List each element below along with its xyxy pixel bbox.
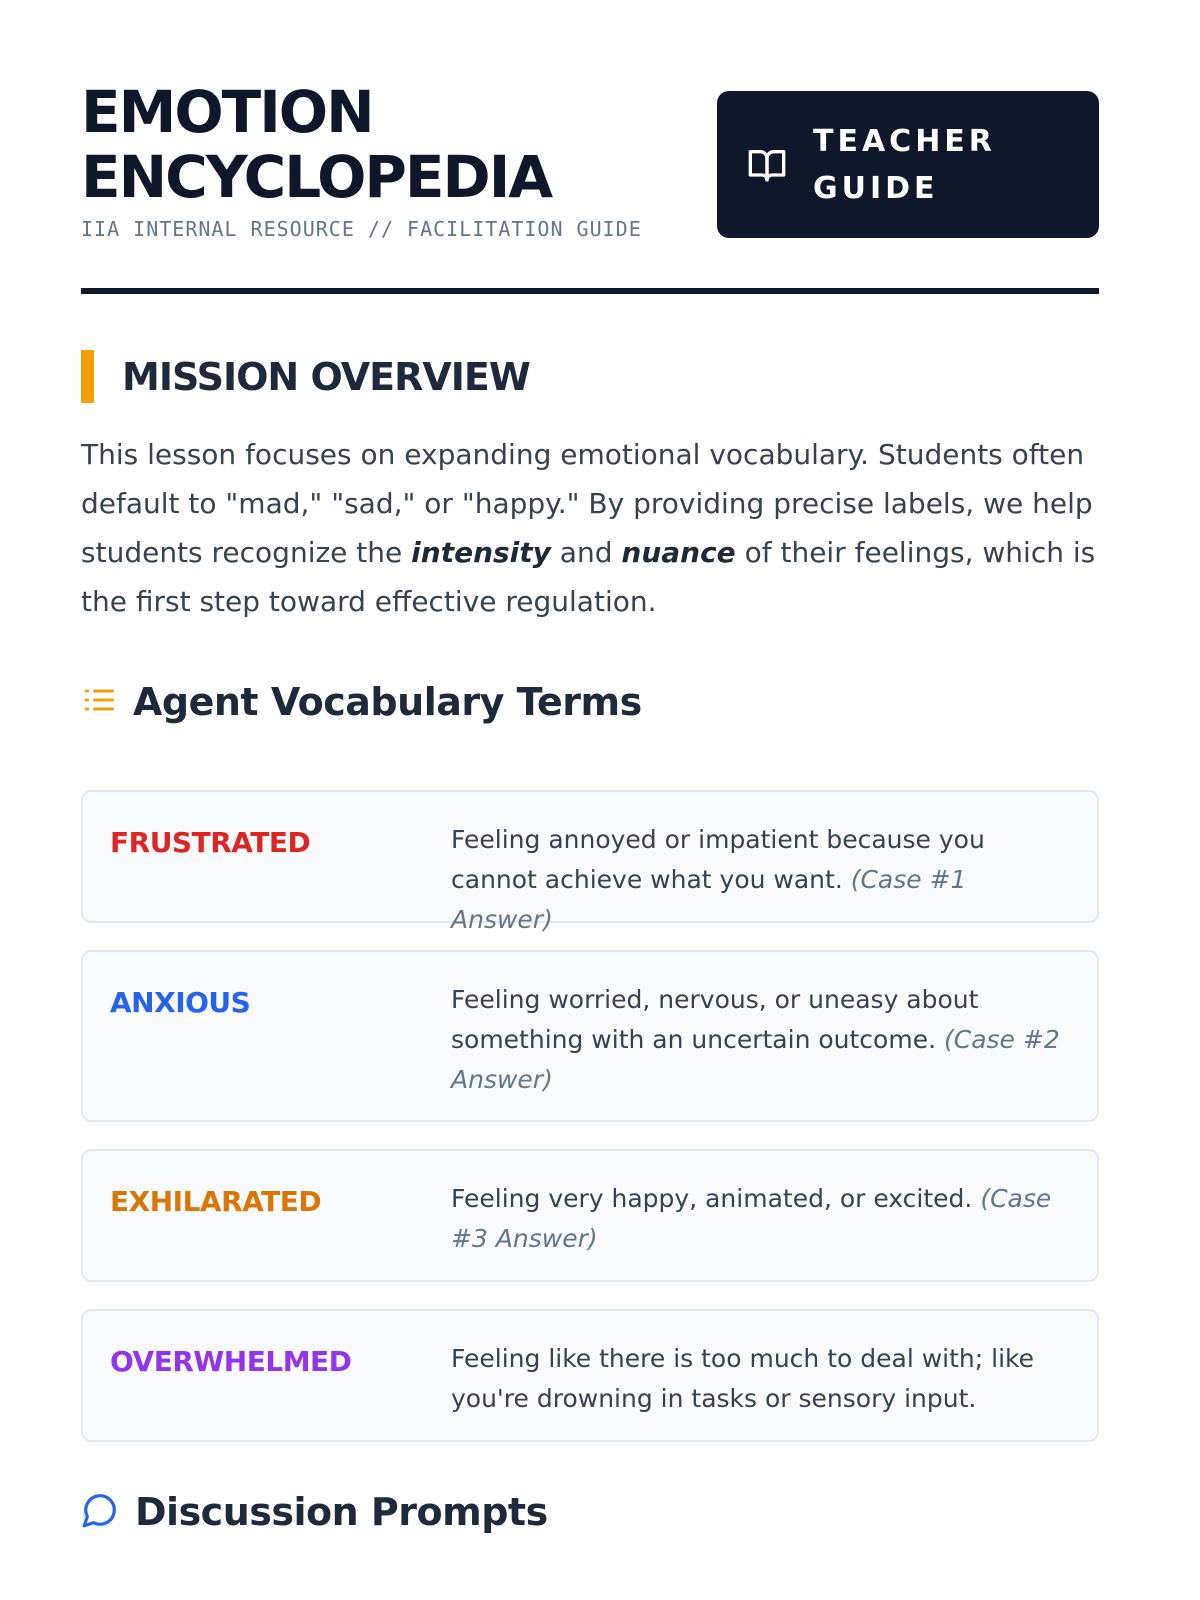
mission-heading	[81, 350, 530, 403]
vocab-card	[81, 1149, 1099, 1282]
mission-text	[81, 430, 1099, 626]
page-subtitle: IIA INTERNAL RESOURCE // FACILITATION GUIDE	[81, 217, 642, 241]
mission-emphasis-intensity: intensity	[411, 536, 551, 569]
case-answer-note: (Case #3 Answer)	[451, 1184, 1052, 1253]
vocab-card	[81, 790, 1099, 934]
mission-text-part-3: of their feelings, which is the first step toward effective regulation.	[81, 536, 1096, 618]
case-answer-note: (Case #2 Answer)	[451, 1025, 1060, 1094]
vocab-definition	[451, 820, 1067, 940]
book-open-icon	[745, 145, 789, 185]
discussion-title: Discussion Prompts	[135, 1490, 548, 1534]
vocab-term: ANXIOUS	[110, 986, 251, 1019]
vocabulary-heading	[81, 680, 642, 724]
teacher-guide-button[interactable]	[717, 91, 1099, 238]
page-title	[81, 80, 641, 210]
discussion-heading	[81, 1490, 548, 1534]
title-line-2: ENCYCLOPEDIA	[81, 143, 552, 211]
header-divider	[81, 288, 1099, 294]
header	[81, 80, 1099, 296]
vocab-term: FRUSTRATED	[110, 826, 311, 859]
definition-text: Feeling worried, nervous, or uneasy about something with an uncertain outcome.	[451, 985, 979, 1054]
mission-text-part-2: and	[550, 536, 622, 569]
chat-bubble-icon	[81, 1491, 119, 1534]
mission-text-part-1: This lesson focuses on expanding emotional vocabulary. Students often default to "mad," "sad," or "happy." By providing precise labels, we help students recognize the	[81, 438, 1093, 569]
vocab-term: EXHILARATED	[110, 1185, 322, 1218]
list-icon	[81, 682, 117, 723]
vocab-card	[81, 950, 1099, 1122]
title-line-1: EMOTION	[81, 78, 373, 146]
vocab-definition	[451, 980, 1067, 1100]
mission-title: MISSION OVERVIEW	[122, 354, 530, 399]
definition-text: Feeling annoyed or impatient because you cannot achieve what you want.	[451, 825, 985, 894]
case-answer-note: (Case #1 Answer)	[451, 865, 967, 934]
vocab-card	[81, 1309, 1099, 1442]
vocab-term: OVERWHELMED	[110, 1345, 352, 1378]
vocabulary-title: Agent Vocabulary Terms	[133, 680, 642, 724]
teacher-guide-label	[813, 118, 1033, 212]
vocab-definition	[451, 1339, 1067, 1419]
mission-emphasis-nuance: nuance	[621, 536, 736, 569]
teacher-guide-line-1: TEACHER	[813, 123, 996, 159]
definition-text: Feeling like there is too much to deal with; like you're drowning in tasks or sensory input.	[451, 1344, 1034, 1413]
teacher-guide-line-2: GUIDE	[813, 170, 939, 206]
definition-text: Feeling very happy, animated, or excited.	[451, 1184, 973, 1213]
mission-accent-bar	[81, 350, 94, 403]
vocab-definition	[451, 1179, 1067, 1259]
